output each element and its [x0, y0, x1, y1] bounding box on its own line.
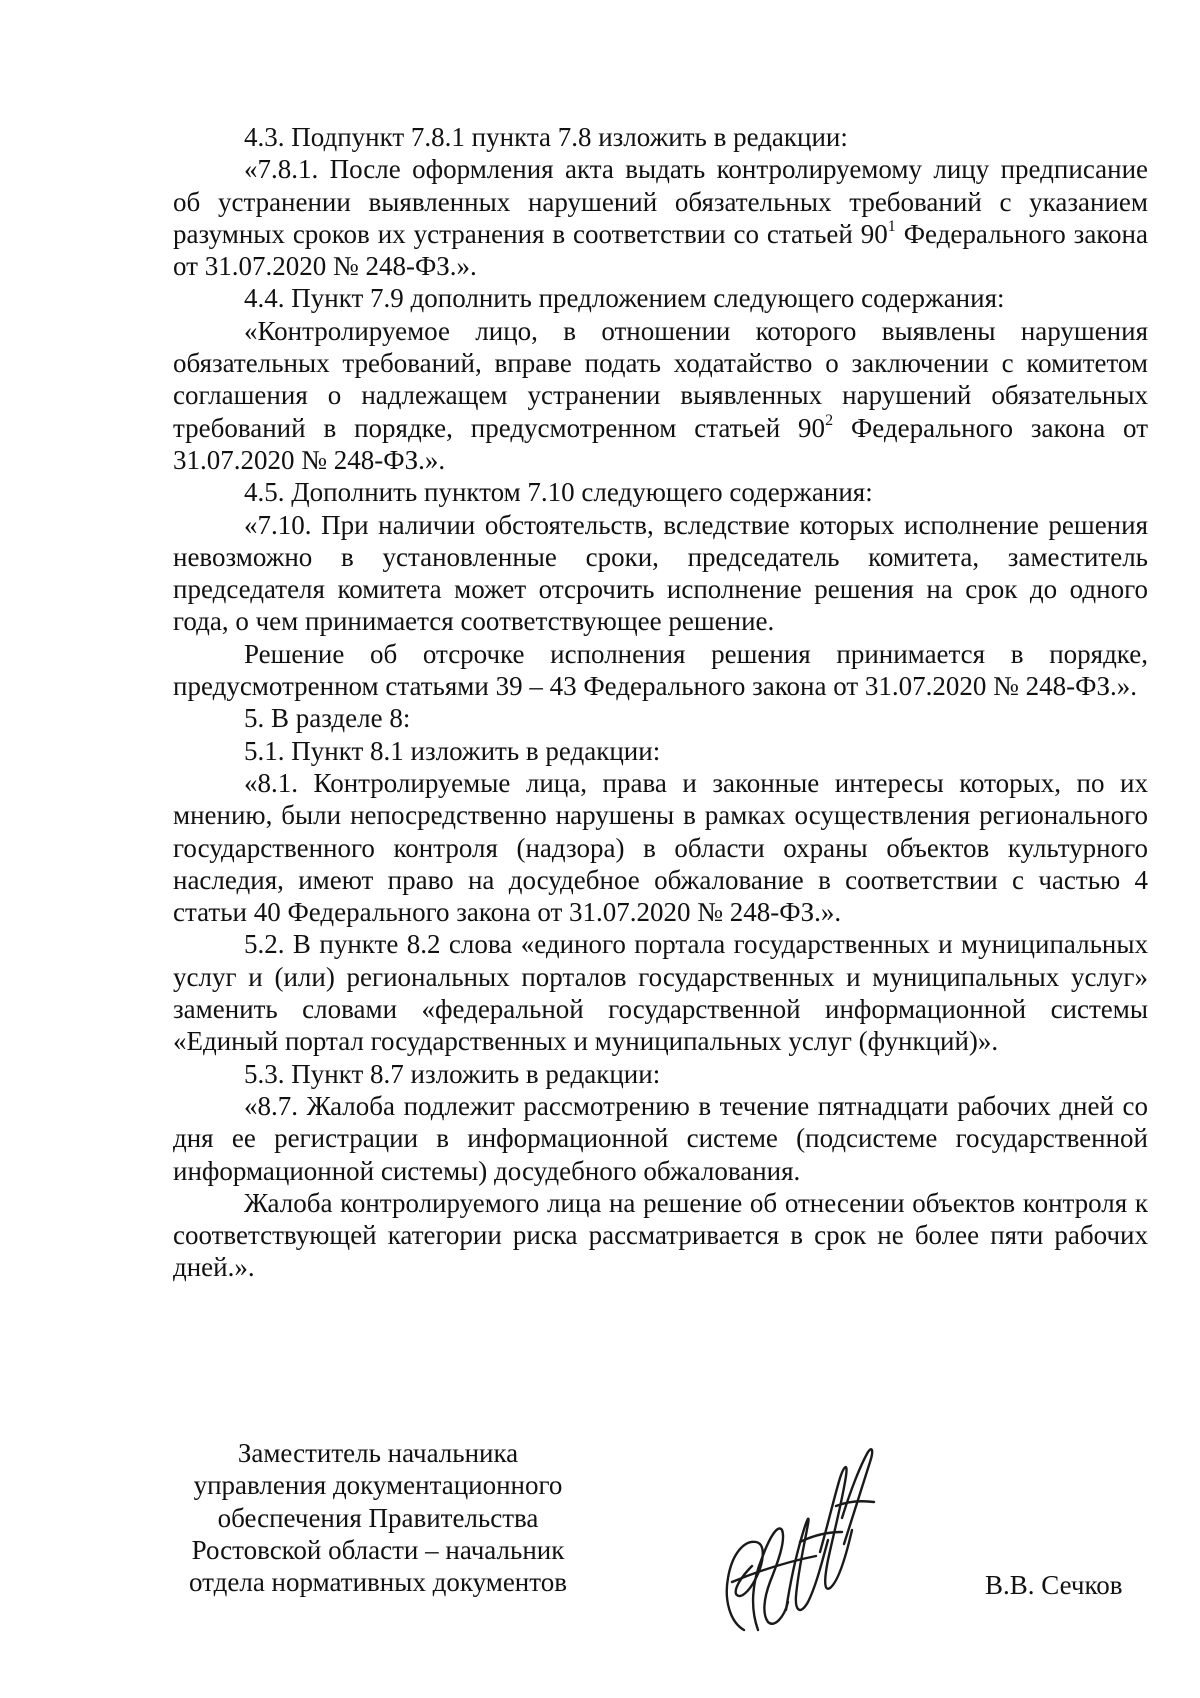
paragraph-5: [173, 702, 1148, 734]
paragraph-8-1-quote: [173, 767, 1148, 928]
superscript: 2: [825, 411, 834, 429]
paragraph-5-1: [173, 735, 1148, 767]
paragraph-text: 5.3. Пункт 8.7 изложить в редакции:: [244, 1058, 661, 1089]
signatory-name: В.В. Сечков: [985, 1570, 1123, 1600]
signatory-title-line: Ростовской области – начальник: [191, 1534, 565, 1565]
document-body: [173, 121, 1148, 1284]
paragraph-4-4: [173, 282, 1148, 314]
paragraph-5-3: [173, 1058, 1148, 1090]
paragraph-text: «7.8.1. После оформления акта выдать контролируемому лицу предписание об устранении выявленных нарушений обязательных требований с указанием разумных сроков их устранения в соответствии со статьей 90: [173, 154, 1148, 249]
paragraph-text: Решение об отсрочке исполнения решения принимается в порядке, предусмотренном статьями 39 – 43 Федерального закона от 31.07.2020 № 248-ФЗ.».: [173, 638, 1148, 702]
paragraph-text-tail: Федерального закона от 31.07.2020 № 248-ФЗ.».: [173, 412, 1149, 475]
signatory-title-line: отдела нормативных документов: [189, 1567, 567, 1598]
superscript: 1: [887, 217, 896, 235]
paragraph-text: 4.3. Подпункт 7.8.1 пункта 7.8 изложить в редакции:: [244, 122, 848, 152]
paragraph-deferral-decision: [173, 638, 1148, 703]
paragraph-text: 5.2. В пункте 8.2 слова «единого портала государственных и муниципальных услуг и (или) региональных порталов государственных и муниципальных услуг» заменить словами «федеральной государственной информационной системы «Единый портал государственных и муниципальных услуг (функций)».: [173, 929, 1148, 1057]
paragraph-text: 4.4. Пункт 7.9 дополнить предложением следующего содержания:: [244, 283, 1005, 314]
paragraph-text: 5. В разделе 8:: [244, 703, 411, 734]
paragraph-text: «7.10. При наличии обстоятельств, вследствие которых исполнение решения невозможно в установленные сроки, председатель комитета, заместитель председателя комитета может отсрочить исполнение решения на срок до одного года, о чем принимается соответствующее решение.: [173, 509, 1148, 637]
paragraph-5-2: [173, 928, 1148, 1057]
paragraph-7-8-1-quote: [173, 153, 1148, 282]
signatory-title: [173, 1437, 583, 1598]
paragraph-text: Жалоба контролируемого лица на решение об отнесении объектов контроля к соответствующей категории риска рассматривается в срок не более пяти рабочих дней.».: [173, 1187, 1148, 1283]
paragraph-8-7-quote: [173, 1090, 1148, 1187]
signatory-title-line: Заместитель начальника: [237, 1438, 519, 1468]
signatory-title-line: управления документационного: [193, 1470, 563, 1501]
paragraph-text: «Контролируемое лицо, в отношении которого выявлены нарушения обязательных требований, вправе подать ходатайство о заключении с комитетом соглашения о надлежащем устранении выявленных нарушений обязательных требований в порядке, предусмотренном статьей 90: [173, 315, 1148, 443]
paragraph-text: 4.5. Дополнить пунктом 7.10 следующего содержания:: [244, 477, 873, 508]
paragraph-7-9-quote: [173, 315, 1148, 476]
paragraph-7-10-quote: [173, 509, 1148, 638]
paragraph-text-tail: Федерального закона от 31.07.2020 № 248-ФЗ.».: [173, 218, 1148, 282]
handwritten-signature: [716, 1432, 891, 1642]
signatory-title-line: обеспечения Правительства: [217, 1502, 539, 1533]
paragraph-text: «8.1. Контролируемые лица, права и законные интересы которых, по их мнению, были непосредственно нарушены в рамках осуществления регионального государственного контроля (надзора) в области охраны объектов культурного наследия, имеют право на досудебное обжалование в соответствии с частью 4 статьи 40 Федерального закона от 31.07.2020 № 248-ФЗ.».: [173, 767, 1148, 928]
paragraph-text: 5.1. Пункт 8.1 изложить в редакции:: [244, 735, 661, 766]
paragraph-4-3: [173, 121, 1148, 153]
paragraph-text: «8.7. Жалоба подлежит рассмотрению в течение пятнадцати рабочих дней со дня ее регистрации в информационной системе (подсистеме государственной информационной системы) досудебного обжалования.: [173, 1090, 1148, 1186]
paragraph-4-5: [173, 476, 1148, 508]
paragraph-risk-complaint: [173, 1187, 1148, 1284]
